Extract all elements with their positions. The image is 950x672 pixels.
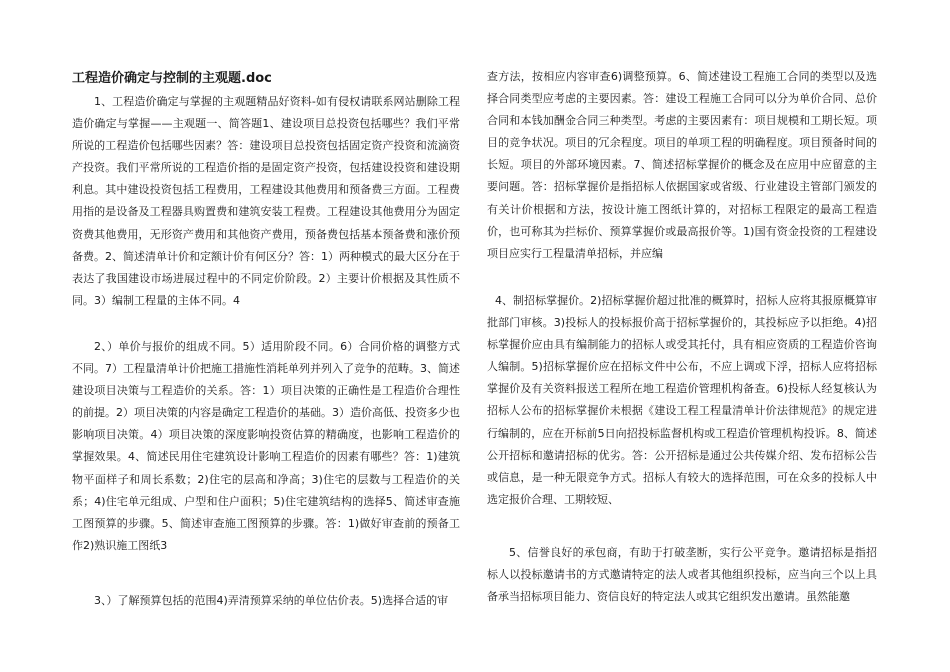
paragraph: 3、）了解预算包括的范围4)弄清预算采纳的单位估价表。5)选择合适的审	[94, 594, 449, 607]
paragraph: 1、工程造价确定与掌握的主观题精品好资料-如有侵权请联系网站删除工程造价确定与掌握——主观题一、简答题1、建设项目总投资包括哪些？我们平常所说的工程造价包括哪些因素？答：建设项目总投资包括固定资产投资和流滴资产投资。我们平常所说的工程造价指的是固定资产投资，包括建设投资和建设期利息。其中建设投资包括工程费用，工程建设其他费用和预备费三方面。工程费用指的是设备及工程器具购置费和建筑安装工程费。工程建设其他费用分为固定资费其他费用，无形资产费用和其他资产费用，预备费包括基本预备费和涨价预备费。2、简述清单计价和定额计价有何区分？答：1）两种模式的最大区分在于表达了我国建设市场进展过程中的不同定价阶段。2）主要计价根据及其性质不同。3）编制工程量的主体不同。4	[72, 95, 460, 307]
paragraph: 4、制招标掌握价。2)招标掌握价超过批准的概算时，招标人应将其报原概算审批部门审核。3)投标人的投标报价高于招标掌握价的，其投标应予以拒绝。4)招标掌握价应由具有编制能力的招标人或受其托付，具有相应资质的工程造价咨询人编制。5)招标掌握价应在招标文件中公布，不应上调或下浮，招标人应将招标掌握价及有关资料报送工程所在地工程造价管理机构备查。6)投标人经复核认为招标人公布的招标掌握价未根据《建设工程工程量清单计价法律规范》的规定进行编制的，应在开标前5日向招投标监督机构或工程造价管理机构投诉。8、简述公开招标和邀请招标的优劣。答：公开招标是通过公共传媒介绍、发布招标公告或信息，是一种无限竞争方式。招标人有较大的选择范围，可在众多的投标人中选定报价合理、工期较短、	[487, 294, 877, 506]
document-title: 工程造价确定与控制的主观题.doc	[72, 71, 272, 86]
paragraph: 查方法，按相应内容审查6)调整预算。6、简述建设工程施工合同的类型以及选择合同类型应考虑的主要因素。答：建设工程施工合同可以分为单价合同、总价合同和本钱加酬金合同三种类型。考虑的主要因素有：项目规模和工期长短。项目的竞争状况。项目的冗余程度。项目的单项工程的明确程度。项目预备时间的长短。项目的外部环境因素。7、简述招标掌握价的概念及在应用中应留意的主要问题。答：招标掌握价是指招标人依据国家或省级、行业建设主管部门颁发的有关计价根据和方法，按设计施工图纸计算的，对招标工程限定的最高工程造价，也可称其为拦标价、预算掌握价或最高报价等。1)国有资金投资的工程建设项目应实行工程量清单招标，并应编	[487, 70, 877, 260]
paragraph: 2、）单价与报价的组成不同。5）适用阶段不同。6）合同价格的调整方式不同。7）工程量清单计价把施工措施性消耗单列并列入了竞争的范畴。3、简述建设项目决策与工程造价的关系。答：1）项目决策的正确性是工程造价合理性的前提。2）项目决策的内容是确定工程造价的基础。3）造价高低、投资多少也影响项目决策。4）项目决策的深度影响投资估算的精确度，也影响工程造价的掌握效果。4、简述民用住宅建筑设计影响工程造价的因素有哪些？答：1)建筑物平面样子和周长系数；2)住宅的层高和净高；3)住宅的层数与工程造价的关系；4)住宅单元组成、户型和住户面积；5)住宅建筑结构的选择5、简述审查施工图预算的步骤。5、简述审查施工图预算的步骤。答：1)做好审查前的预备工作2)熟识施工图纸3	[72, 340, 460, 552]
paragraph: 5、信誉良好的承包商，有助于打破垄断，实行公平竞争。邀请招标是指招标人以投标邀请书的方式邀请特定的法人或者其他组织投标，应当向三个以上具备承当招标项目能力、资信良好的特定法人或其它组织发出邀请。虽然能邀	[487, 546, 877, 604]
